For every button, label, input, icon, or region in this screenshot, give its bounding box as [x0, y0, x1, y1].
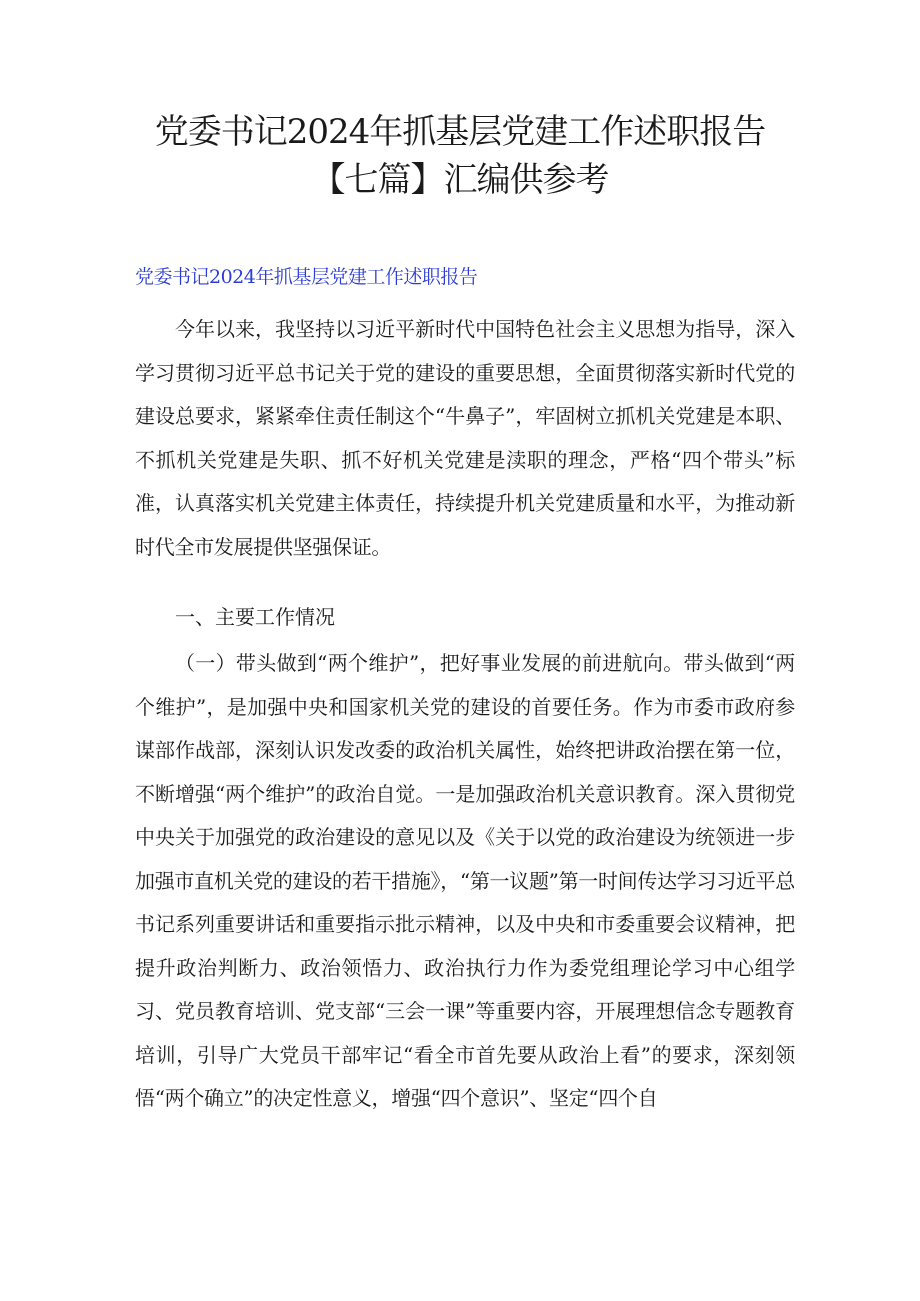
paragraph-intro: 今年以来，我坚持以习近平新时代中国特色社会主义思想为指导，深入学习贯彻习近平总书记关于党的建设的重要思想，全面贯彻落实新时代党的建设总要求，紧紧牵住责任制这个“牛鼻子”，牢固树立抓机关党建是本职、不抓机关党建是失职、抓不好机关党建是渎职的理念，严格“四个带头”标准，认真落实机关党建主体责任，持续提升机关党建质量和水平，为推动新时代全市发展提供坚强保证。: [135, 317, 795, 559]
section-heading-main-work: 一、主要工作情况: [175, 605, 335, 629]
document-title: 党委书记2024年抓基层党建工作述职报告【七篇】汇编供参考: [154, 112, 766, 200]
paragraph-two-safeguards: （一）带头做到“两个维护”，把好事业发展的前进航向。带头做到“两个维护”，是加强中央和国家机关党的建设的首要任务。作为市委市政府参谋部作战部，深刻认识发改委的政治机关属性，始终把讲政治摆在第一位，不断增强“两个维护”的政治自觉。一是加强政治机关意识教育。深入贯彻党中央关于加强党的政治建设的意见以及《关于以党的政治建设为统领进一步加强市直机关党的建设的若干措施》，“第一议题”第一时间传达学习习近平总书记系列重要讲话和重要指示批示精神，以及中央和市委重要会议精神，把提升政治判断力、政治领悟力、政治执行力作为委党组理论学习中心组学习、党员教育培训、党支部“三会一课”等重要内容，开展理想信念专题教育培训，引导广大党员干部牢记“看全市首先要从政治上看”的要求，深刻领悟“两个确立”的决定性意义，增强“四个意识”、坚定“四个自: [135, 651, 795, 1110]
section-link-report[interactable]: 党委书记2024年抓基层党建工作述职报告: [135, 266, 478, 288]
